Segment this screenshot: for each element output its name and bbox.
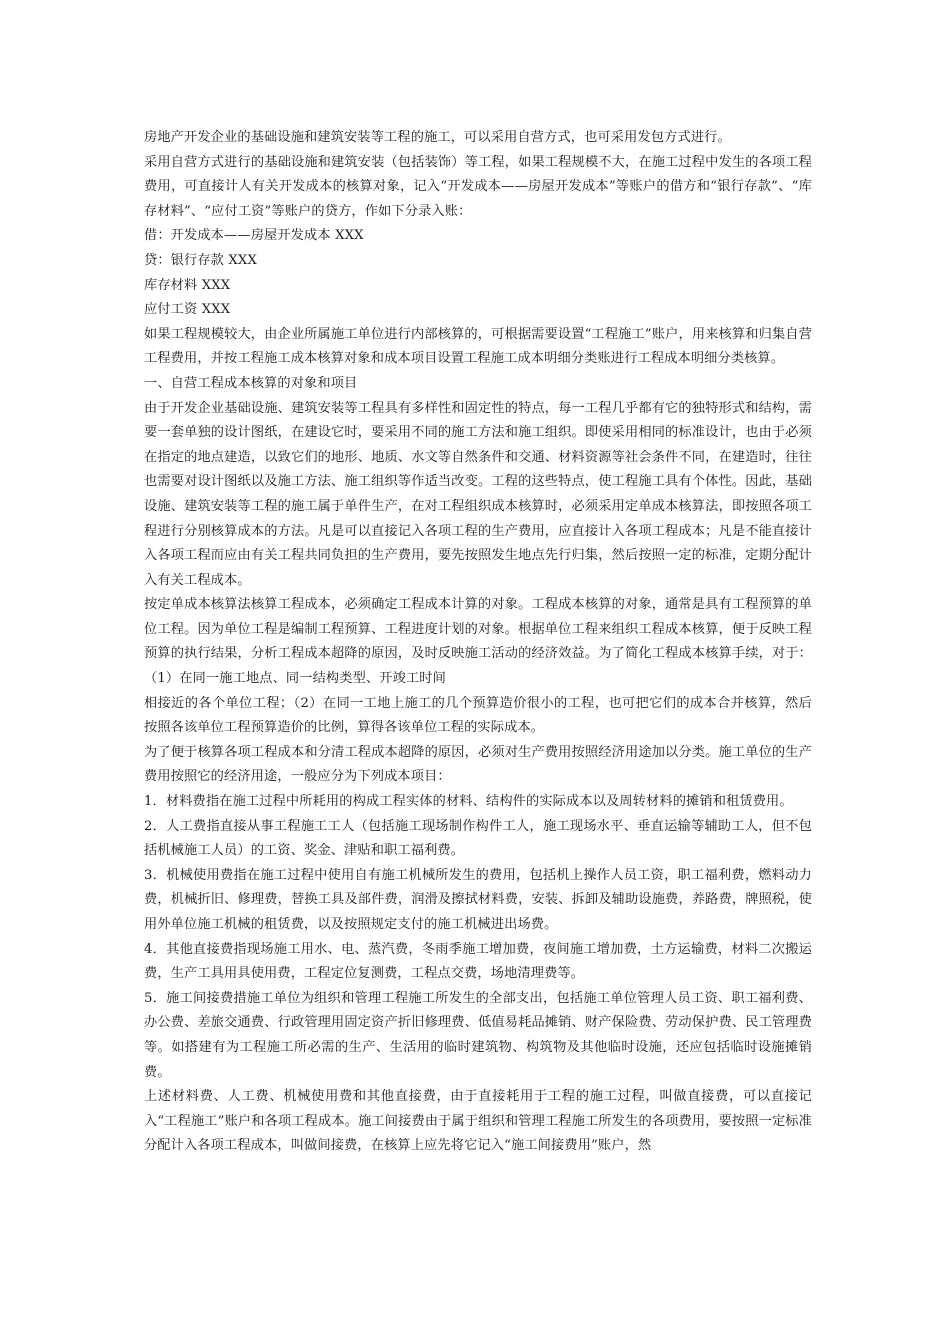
- journal-entry-credit-materials: 库存材料 XXX: [144, 277, 231, 293]
- list-item-labor: 2．人工费指直接从事工程施工工人（包括施工现场制作构件工人，施工现场水平、垂直运输等辅助工人，但不包括机械施工人员）的工资、奖金、津贴和职工福利费。: [144, 818, 812, 859]
- paragraph-merge-costing: 相接近的各个单位工程；（2）在同一工地上施工的几个预算造价很小的工程，也可把它们的成本合并核算，然后按照各该单位工程预算造价的比例，算得各该单位工程的实际成本。: [144, 695, 812, 736]
- list-item-materials: 1．材料费指在施工过程中所耗用的构成工程实体的材料、结构件的实际成本以及周转材料的摊销和租赁费用。: [144, 794, 793, 810]
- paragraph-direct-indirect: 上述材料费、人工费、机械使用费和其他直接费，由于直接耗用于工程的施工过程，叫做直接费，可以直接记入“工程施工”账户和各项工程成本。施工间接费由于属于组织和管理工程施工所发生的各项费用，要按照一定标准分配计入各项工程成本，叫做间接费，在核算上应先将它记入“施工间接费用”账户，然: [144, 1089, 812, 1154]
- list-item-other-direct: 4．其他直接费指现场施工用水、电、蒸汽费，冬雨季施工增加费，夜间施工增加费，土方运输费，材料二次搬运费，生产工具用具使用费，工程定位复测费，工程点交费，场地清理费等。: [144, 941, 812, 982]
- journal-entry-debit: 借：开发成本——房屋开发成本 XXX: [144, 228, 364, 244]
- section-heading-1: 一、自营工程成本核算的对象和项目: [144, 375, 358, 391]
- paragraph-intro: 房地产开发企业的基础设施和建筑安装等工程的施工，可以采用自营方式，也可采用发包方式进行。: [144, 130, 731, 145]
- paragraph-order-costing: 按定单成本核算法核算工程成本，必须确定工程成本计算的对象。工程成本核算的对象，通常是具有工程预算的单位工程。因为单位工程是编制工程预算、工程进度计划的对象。根据单位工程来组织工程成本核算，便于反映工程预算的执行结果，分析工程成本超降的原因，及时反映施工活动的经济效益。为了简化工程成本核算手续，对于：（1）在同一施工地点、同一结构类型、开竣工时间: [144, 597, 812, 687]
- list-item-machinery: 3．机械使用费指在施工过程中使用自有施工机械所发生的费用，包括机上操作人员工资，职工福利费，燃料动力费，机械折旧、修理费，替换工具及部件费，润滑及擦拭材料费，安装、拆卸及辅助设施费，养路费，牌照税，使用外单位施工机械的租赁费，以及按照规定支付的施工机械进出场费。: [144, 867, 812, 932]
- list-item-indirect: 5．施工间接费措施工单位为组织和管理工程施工所发生的全部支出，包括施工单位管理人员工资、职工福利费、办公费、差旅交通费、行政管理用固定资产折旧修理费、低值易耗品摊销、财产保险费、劳动保护费、民工管理费等。如搭建有为工程施工所必需的生产、生活用的临时建筑物、构筑物及其他临时设施，还应包括临时设施摊销费。: [144, 990, 812, 1080]
- journal-entry-credit-bank: 贷：银行存款 XXX: [144, 252, 257, 268]
- document-body: [144, 126, 812, 1159]
- paragraph-characteristics: 由于开发企业基础设施、建筑安装等工程具有多样性和固定性的特点，每一工程几乎都有它的独特形式和结构，需要一套单独的设计图纸，在建设它时，要采用不同的施工方法和施工组织。即使采用相同的标准设计，也由于必须在指定的地点建造，以致它们的地形、地质、水文等自然条件和交通、材料资源等社会条件不同，在建造时，往往也需要对设计图纸以及施工方法、施工组织等作适当改变。工程的这些特点，使工程施工具有个体性。因此，基础设施、建筑安装等工程的施工属于单件生产，在对工程组织成本核算时，必须采用定单成本核算法，即按照各项工程进行分别核算成本的方法。凡是可以直接记入各项工程的生产费用，应直接计入各项工程成本；凡是不能直接计入各项工程而应由有关工程共同负担的生产费用，要先按照发生地点先行归集，然后按照一定的标准，定期分配计入有关工程成本。: [144, 400, 812, 588]
- paragraph-large-scale: 如果工程规模较大，由企业所属施工单位进行内部核算的，可根据需要设置“工程施工”账户，用来核算和归集自营工程费用，并按工程施工成本核算对象和成本项目设置工程施工成本明细分类账进行工程成本明细分类核算。: [144, 326, 812, 367]
- paragraph-self-operated: 采用自营方式进行的基础设施和建筑安装（包括装饰）等工程，如果工程规模不大，在施工过程中发生的各项工程费用，可直接计人有关开发成本的核算对象，记入“开发成本——房屋开发成本”等账户的借方和“银行存款”、“库存材料”、“应付工资”等账户的贷方，作如下分录入账：: [144, 154, 812, 219]
- journal-entry-credit-wages: 应付工资 XXX: [144, 302, 231, 318]
- paragraph-cost-items: 为了便于核算各项工程成本和分清工程成本超降的原因，必须对生产费用按照经济用途加以分类。施工单位的生产费用按照它的经济用途，一般应分为下列成本项目：: [144, 744, 812, 785]
